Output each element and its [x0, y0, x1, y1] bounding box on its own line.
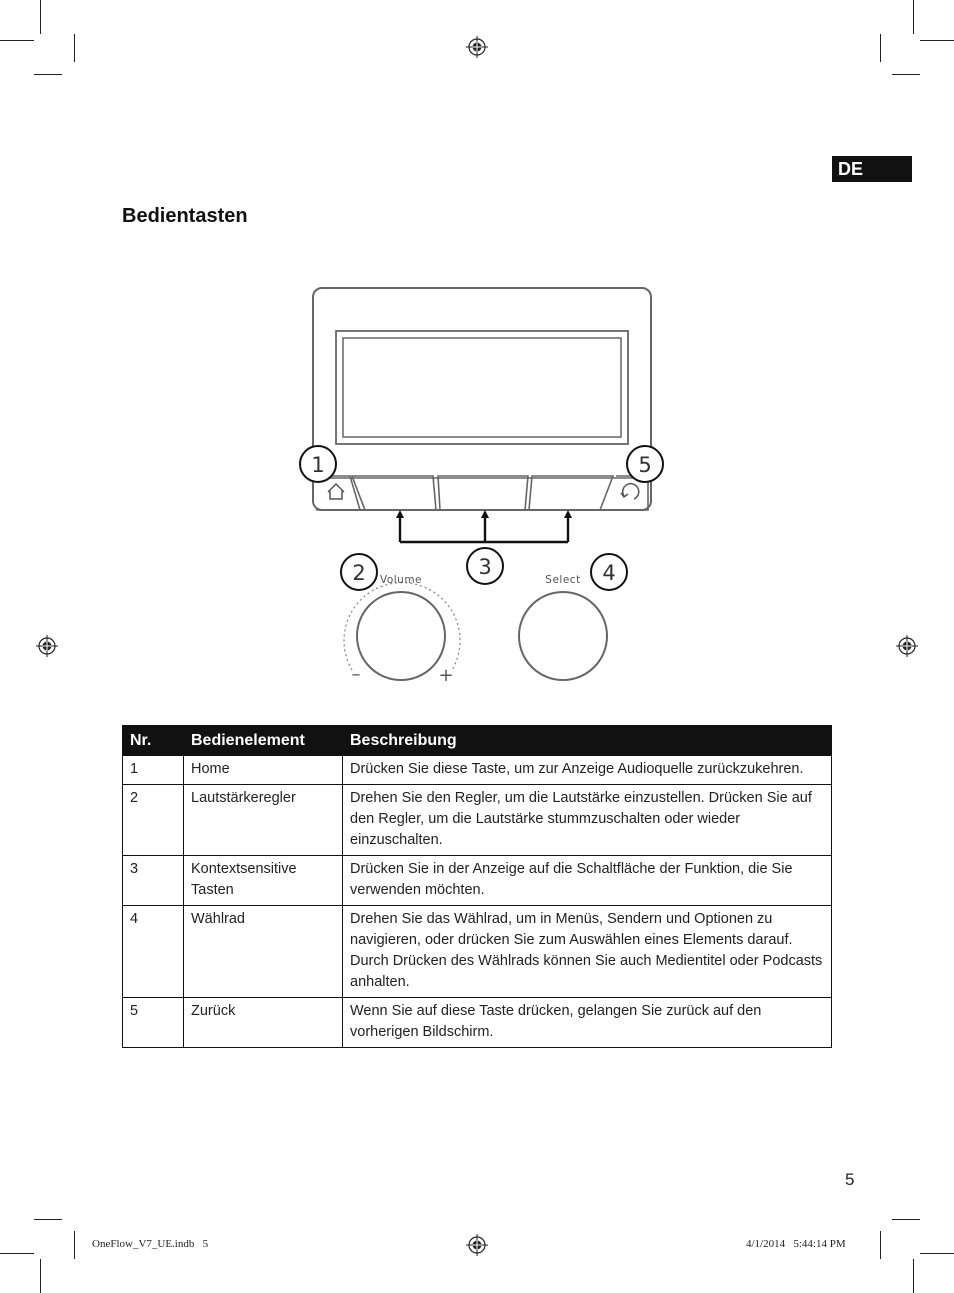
row-nr: 1 [123, 756, 184, 785]
table-row [123, 906, 832, 998]
screen [343, 338, 621, 437]
row-description: Drehen Sie das Wählrad, um in Menüs, Sendern und Optionen zu navigieren, oder drücken Sie zum Auswählen eines Elements darauf. Durch Drücken des Wählrads können Sie auch Medientitel oder Podcasts anhalten. [343, 906, 832, 998]
callout-5 [627, 446, 663, 482]
svg-text:2: 2 [352, 561, 366, 585]
row-nr: 2 [123, 785, 184, 856]
device-diagram [290, 280, 670, 690]
row-description: Wenn Sie auf diese Taste drücken, gelangen Sie zurück auf den vorherigen Bildschirm. [343, 998, 832, 1048]
table-row [123, 856, 832, 906]
row-description: Drücken Sie diese Taste, um zur Anzeige Audioquelle zurückzukehren. [343, 756, 832, 785]
row-nr: 5 [123, 998, 184, 1048]
select-dial [519, 574, 607, 680]
header-element: Bedienelement [184, 726, 343, 756]
row-element: Kontextsensitive Tasten [184, 856, 343, 906]
registration-mark-icon [36, 635, 58, 657]
table-row [123, 998, 832, 1048]
row-description: Drücken Sie in der Anzeige auf die Schaltfläche der Funktion, die Sie verwenden möchten. [343, 856, 832, 906]
soft-key-left [352, 476, 436, 510]
language-tab: DE [832, 156, 912, 182]
soft-key-right [529, 476, 613, 510]
table-header-row [123, 726, 832, 756]
back-icon [621, 484, 639, 499]
row-element: Home [184, 756, 343, 785]
soft-key-middle [438, 476, 528, 510]
row-element: Zurück [184, 998, 343, 1048]
table-row [123, 756, 832, 785]
callout-2 [341, 554, 377, 590]
section-heading: Bedientasten [122, 205, 248, 227]
home-icon [328, 484, 344, 499]
footer-file: OneFlow_V7_UE.indb 5 [92, 1238, 209, 1250]
svg-text:4: 4 [602, 561, 616, 585]
header-description: Beschreibung [343, 726, 832, 756]
table-row [123, 785, 832, 856]
svg-text:5: 5 [638, 453, 652, 477]
row-nr: 3 [123, 856, 184, 906]
callout-1 [300, 446, 336, 482]
row-description: Drehen Sie den Regler, um die Lautstärke einzustellen. Drücken Sie auf den Regler, um die Lautstärke stummzuschalten oder wieder einzuschalten. [343, 785, 832, 856]
row-element: Wählrad [184, 906, 343, 998]
callout-4 [591, 554, 627, 590]
header-nr: Nr. [123, 726, 184, 756]
controls-table [122, 725, 832, 1048]
row-element: Lautstärkeregler [184, 785, 343, 856]
svg-text:3: 3 [478, 555, 492, 579]
callout-3 [467, 548, 503, 584]
minus-sign: – [351, 664, 361, 685]
page-number: 5 [845, 1170, 855, 1189]
row-nr: 4 [123, 906, 184, 998]
svg-text:1: 1 [311, 453, 325, 477]
footer-timestamp: 4/1/2014 5:44:14 PM [746, 1238, 846, 1250]
select-label: Select [545, 574, 581, 586]
registration-mark-icon [466, 1234, 488, 1256]
registration-mark-icon [466, 36, 488, 58]
plus-sign: + [438, 665, 454, 686]
soft-keys-arrows [400, 516, 568, 542]
registration-mark-icon [896, 635, 918, 657]
volume-label: Volume [379, 574, 423, 586]
screen-frame [336, 331, 628, 444]
